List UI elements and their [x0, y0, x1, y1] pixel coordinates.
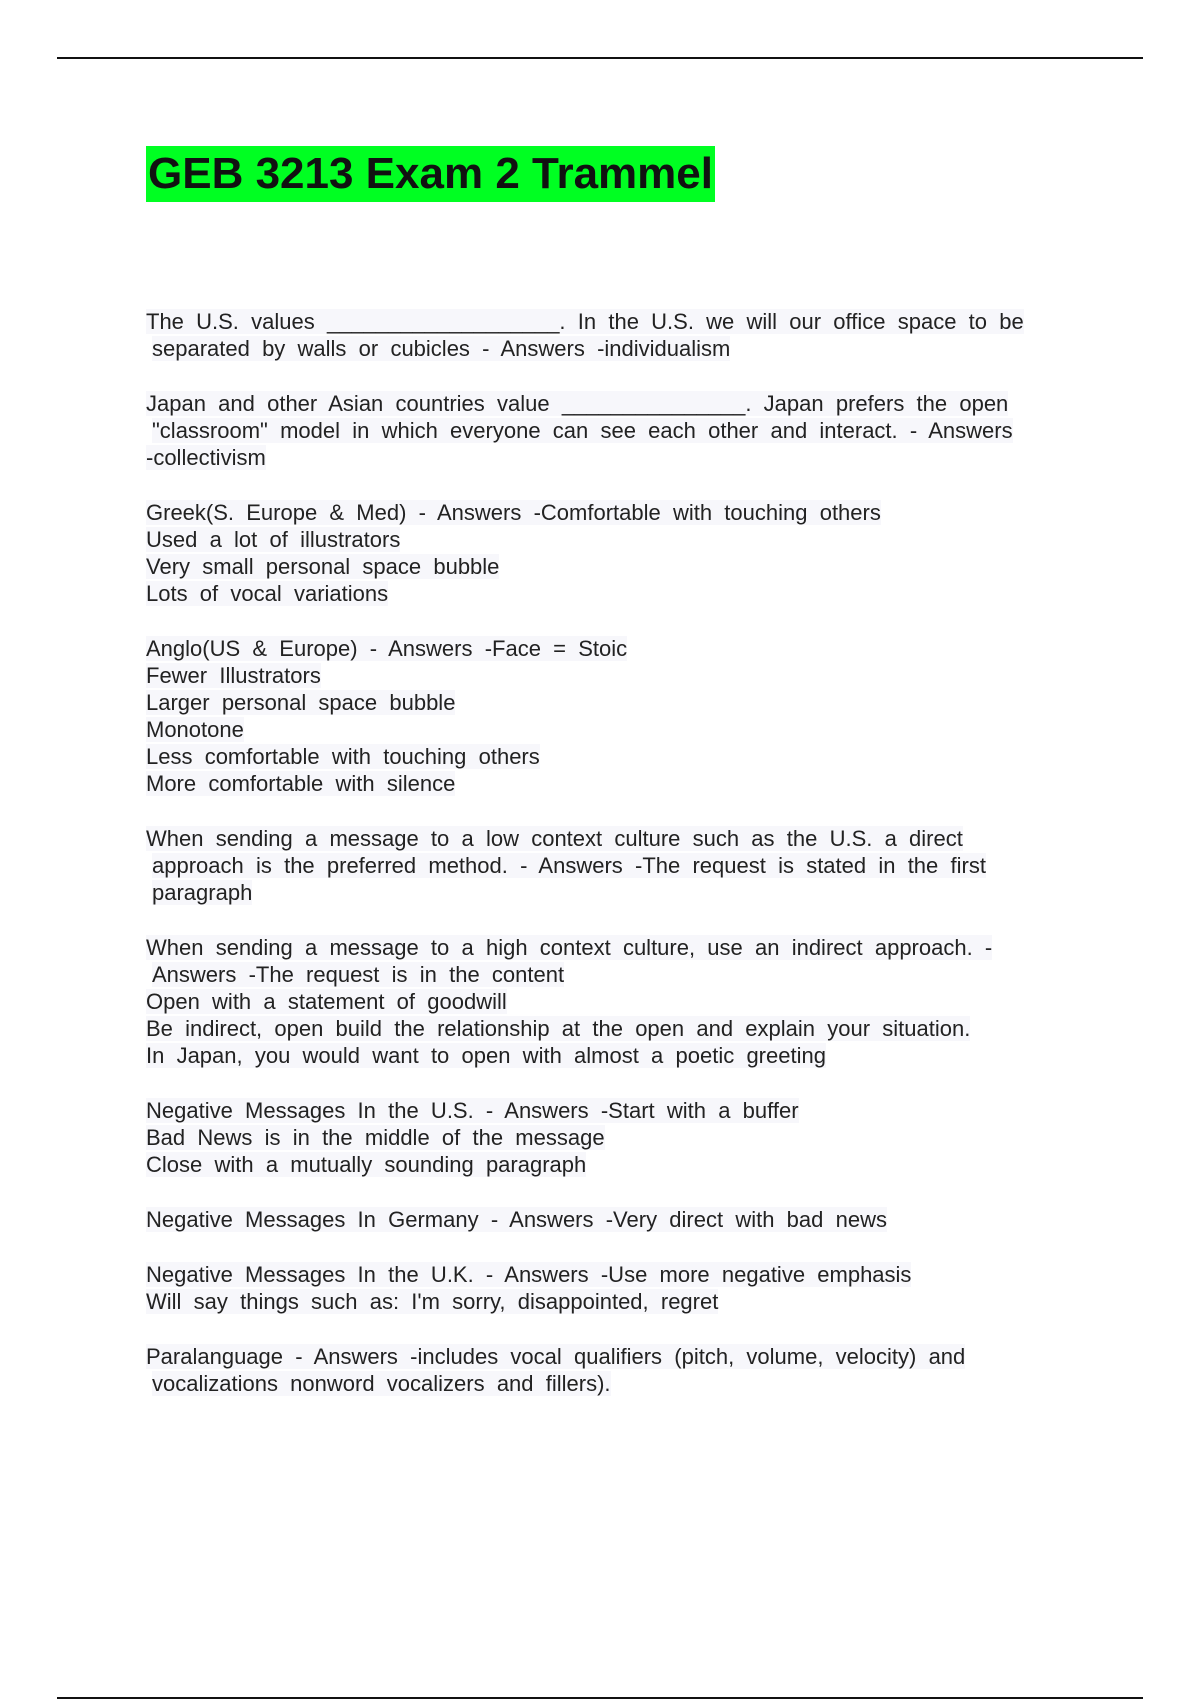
text-run: Paralanguage - Answers -includes vocal qualifiers (pitch, volume, velocity) and — [146, 1344, 966, 1369]
text-line — [146, 635, 1086, 662]
text-run: paragraph — [152, 880, 253, 905]
document-body — [146, 308, 1086, 1425]
text-line — [146, 1097, 1086, 1124]
text-line — [146, 689, 1086, 716]
text-run: Japan and other Asian countries value _______________. Japan prefers the open — [146, 391, 1009, 416]
text-run: Monotone — [146, 717, 244, 742]
text-line — [146, 1288, 1086, 1315]
text-line — [146, 770, 1086, 797]
text-line — [146, 1124, 1086, 1151]
text-line — [146, 1343, 1086, 1370]
qa-entry — [146, 390, 1086, 471]
qa-entry — [146, 635, 1086, 797]
text-line — [146, 662, 1086, 689]
text-run: Fewer Illustrators — [146, 663, 321, 688]
text-line — [146, 499, 1086, 526]
text-line — [146, 961, 1086, 988]
text-line — [146, 1370, 1086, 1397]
qa-entry — [146, 1261, 1086, 1315]
text-line — [146, 335, 1086, 362]
qa-entry — [146, 499, 1086, 607]
text-line — [146, 716, 1086, 743]
qa-entry — [146, 1206, 1086, 1233]
text-line — [146, 1206, 1086, 1233]
text-run: When sending a message to a high context culture, use an indirect approach. - — [146, 935, 993, 960]
text-run: Lots of vocal variations — [146, 581, 389, 606]
text-run: Answers -The request is in the content — [152, 962, 565, 987]
text-line — [146, 1042, 1086, 1069]
text-line — [146, 879, 1086, 906]
text-line — [146, 743, 1086, 770]
page-title: GEB 3213 Exam 2 Trammel — [146, 146, 715, 202]
text-run: vocalizations nonword vocalizers and fillers). — [152, 1371, 611, 1396]
title-block — [146, 146, 715, 202]
text-run: Close with a mutually sounding paragraph — [146, 1152, 587, 1177]
text-line — [146, 1015, 1086, 1042]
text-line — [146, 1151, 1086, 1178]
text-line — [146, 934, 1086, 961]
text-run: In Japan, you would want to open with almost a poetic greeting — [146, 1043, 826, 1068]
text-line — [146, 553, 1086, 580]
text-run: Greek(S. Europe & Med) - Answers -Comfortable with touching others — [146, 500, 881, 525]
text-line — [146, 308, 1086, 335]
text-run: Bad News is in the middle of the message — [146, 1125, 605, 1150]
text-line — [146, 526, 1086, 553]
header-rule — [57, 57, 1143, 59]
footer-rule — [57, 1697, 1143, 1699]
text-line — [146, 852, 1086, 879]
text-run: Used a lot of illustrators — [146, 527, 401, 552]
text-line — [146, 444, 1086, 471]
text-run: -collectivism — [146, 445, 266, 470]
text-run: Negative Messages In the U.S. - Answers -Start with a buffer — [146, 1098, 799, 1123]
text-run: Negative Messages In Germany - Answers -Very direct with bad news — [146, 1207, 887, 1232]
text-run: The U.S. values ___________________. In the U.S. we will our office space to be — [146, 309, 1024, 334]
text-run: Larger personal space bubble — [146, 690, 456, 715]
text-line — [146, 390, 1086, 417]
text-run: Will say things such as: I'm sorry, disappointed, regret — [146, 1289, 719, 1314]
text-line — [146, 580, 1086, 607]
text-line — [146, 988, 1086, 1015]
text-run: Open with a statement of goodwill — [146, 989, 507, 1014]
text-run: Very small personal space bubble — [146, 554, 500, 579]
text-run: When sending a message to a low context culture such as the U.S. a direct — [146, 826, 963, 851]
text-line — [146, 417, 1086, 444]
text-run: approach is the preferred method. - Answers -The request is stated in the first — [152, 853, 986, 878]
text-line — [146, 1261, 1086, 1288]
text-run: Less comfortable with touching others — [146, 744, 540, 769]
text-run: "classroom" model in which everyone can see each other and interact. - Answers — [152, 418, 1013, 443]
text-run: Anglo(US & Europe) - Answers -Face = Stoic — [146, 636, 628, 661]
qa-entry — [146, 825, 1086, 906]
text-run: Be indirect, open build the relationship at the open and explain your situation. — [146, 1016, 971, 1041]
text-run: More comfortable with silence — [146, 771, 456, 796]
qa-entry — [146, 1343, 1086, 1397]
text-line — [146, 825, 1086, 852]
qa-entry — [146, 1097, 1086, 1178]
text-run: separated by walls or cubicles - Answers -individualism — [152, 336, 731, 361]
qa-entry — [146, 934, 1086, 1069]
text-run: Negative Messages In the U.K. - Answers -Use more negative emphasis — [146, 1262, 912, 1287]
qa-entry — [146, 308, 1086, 362]
